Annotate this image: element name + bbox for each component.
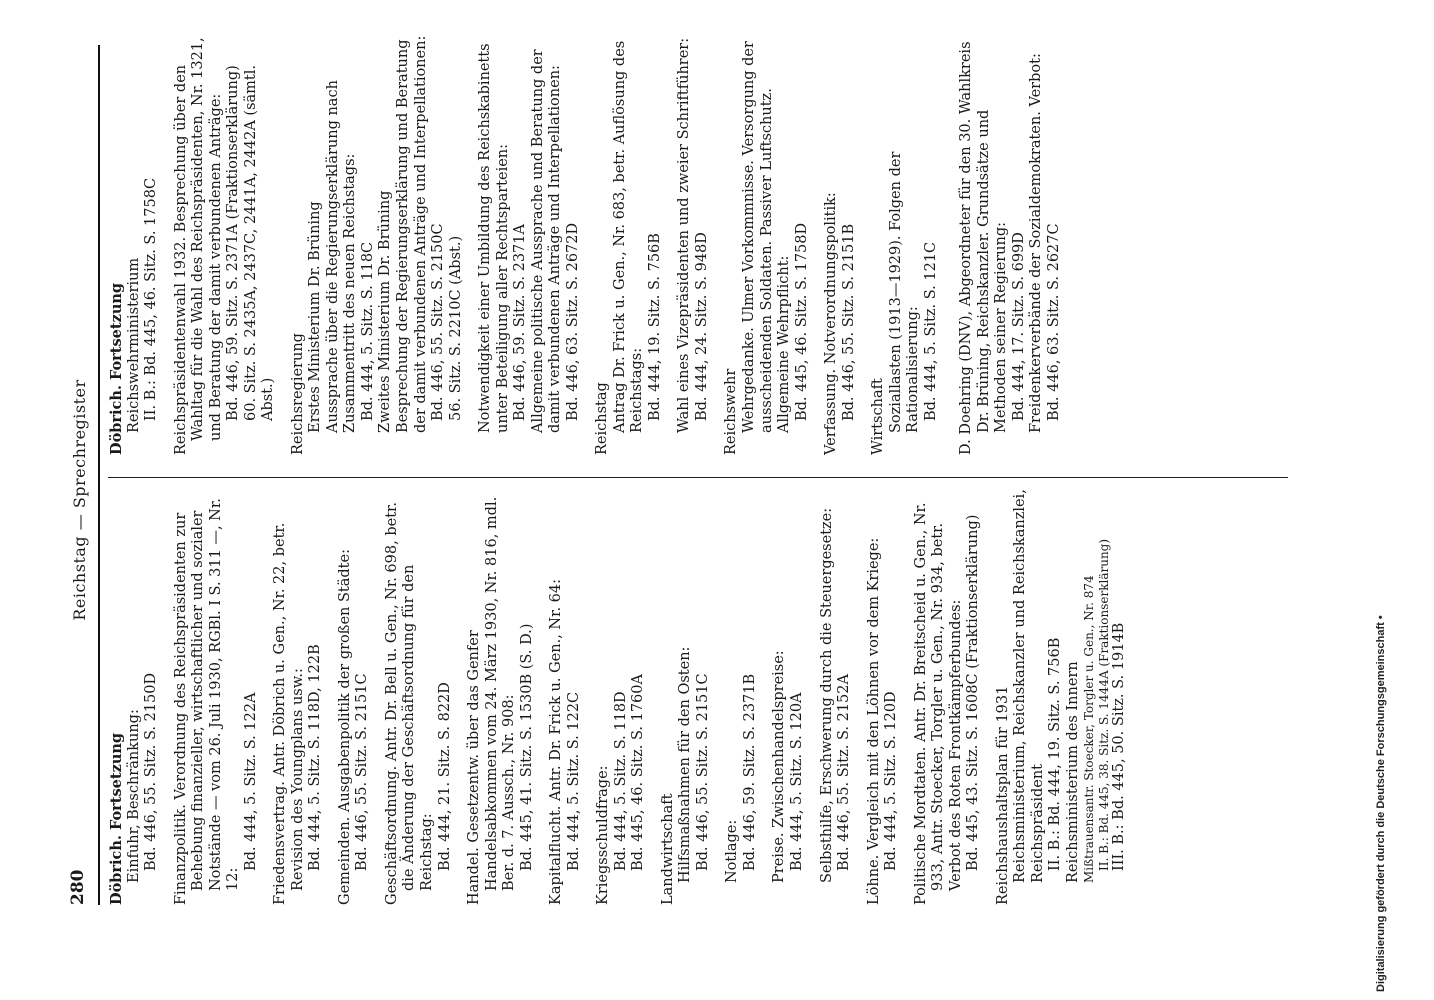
index-line: Handel. Gesetzentw. über das Genfer Handelsabkommen vom 24. März 1930, Nr. 816, mdl. Ber. d. 7. Aussch., Nr. 908: [466,496,518,905]
index-line: 60. Sitz. S. 2435A, 2437C, 2441A, 2442A (sämtl. Abst.) [242,65,277,421]
index-line: Selbsthilfe, Erschwerung durch die Steuergesetze: [818,507,835,883]
index-line: Bd. 446, 55. Sitz. S. 2151C [354,673,371,871]
index-line: Wirtschaft [870,378,887,455]
index-line: Einfuhr, Beschränkung: [125,709,142,883]
page-number: 280 [68,869,88,905]
index-line: Gemeinden. Ausgabenpolitik der großen Städte: [336,549,353,905]
index-line: Politische Mordtaten. Antr. Dr. Breitscheid u. Gen., Nr. 933, Antr. Stoecker, Torgler u. Gen., Nr. 934, betr. Verbot des Roten Frontkämpferbundes: [912,502,964,905]
index-line: Bd. 444, 19. Sitz. S. 756B [646,233,663,421]
index-line: Bd. 444, 5. Sitz. S. 121C [922,241,939,421]
index-line: Antrag Dr. Frick u. Gen., Nr. 683, betr. Auflösung des Reichstags: [611,40,646,433]
index-line: Geschäftsordnung. Antr. Dr. Bell u. Gen., Nr. 698, betr. die Änderung der Geschäftsordnung für den Reichstag: [383,502,435,905]
index-line: Bd. 446, 59. Sitz. S. 2371A [512,224,529,421]
index-line: Bd. 444, 5. Sitz. S. 120D [883,691,900,871]
index-line: Bd. 444, 5. Sitz. S. 122A [242,692,259,871]
index-line: Soziallasten (1913—1929). Folgen der Rationalisierung: [887,151,922,433]
index-line: Dr. Brüning, Reichskanzler. Grundsätze und Methoden seiner Regierung: [975,109,1010,433]
index-line: II. B.: Bd. 445, 46. Sitz. S. 1758C [143,177,160,421]
index-line: Bd. 444, 21. Sitz. S. 822D [436,682,453,871]
index-line: Zweites Ministerium Dr. Brüning [377,190,394,433]
index-line: Mißtrauensantr. Stoecker, Torgler u. Gen., Nr. 874 [1082,575,1097,883]
index-line: Bd. 444, 5. Sitz. S. 120A [789,692,805,871]
index-line: Reichsministerium des Innern [1064,661,1081,883]
index-line: Friedensvertrag. Antr. Döbrich u. Gen., Nr. 22, betr. Revision des Youngplans usw.: [272,522,306,905]
index-line: Hilfsmaßnahmen für den Osten: [677,646,694,883]
index-line: Bd. 446, 55. Sitz. S. 2152A [836,674,853,871]
index-line: Aussprache über die Regierungserklärung nach Zusammentritt des neuen Reichstags: [324,80,359,433]
index-line: Bd. 444, 5. Sitz. S. 118C [359,241,376,421]
index-line: Bd. 446, 63. Sitz. S. 2672D [564,222,581,421]
index-line: D. Doehring (DNV), Abgeordneter für den 30. Wahlkreis [958,41,975,455]
index-line: Wahl eines Vizepräsidenten und zweier Schriftführer: [676,37,693,433]
index-line: Reichswehr [723,368,740,455]
index-line: Bd. 446, 55. Sitz. S. 2151B [840,223,857,421]
header-rule [98,45,100,905]
index-line: Freidenkerverbände der Sozialdemokraten. Verbot: [1028,53,1045,433]
index-line: Bd. 445, 46. Sitz. S. 1758D [793,222,810,421]
index-line: II. B.: Bd. 445, 38. Sitz. S. 1444A (Fraktionserklärung) [1096,538,1111,871]
index-line: Bd. 445, 43. Sitz. S. 1608C (Fraktionserklärung) [965,514,982,871]
index-line: Döbrich. Fortsetzung [108,732,125,905]
index-line: Bd. 444, 24. Sitz. S. 948D [693,232,710,421]
index-line: 56. Sitz. S. 2210C (Abst.) [447,235,464,421]
index-line: Kapitalflucht. Antr. Dr. Frick u. Gen., Nr. 64: [548,578,565,905]
index-line: Bd. 446, 59. Sitz. S. 2371B [741,673,758,871]
index-line: Bd. 444, 17. Sitz. S. 699D [1010,232,1027,421]
index-line: Allgemeine politische Aussprache und Beratung der damit verbundenen Anträge und Interpellationen: [529,49,564,433]
index-line: Preise. Zwischenhandelspreise: [771,650,788,883]
right-column [108,35,1064,455]
index-line: Reichshaushaltsplan für 1931 [994,685,1011,905]
index-line: Reichstag [594,382,611,455]
left-column [108,485,1129,905]
index-line: III. B.: Bd. 445, 50. Sitz. S. 1914B [1111,622,1128,871]
index-line: Bd. 446, 55. Sitz. S. 2151C [694,673,711,871]
index-line: Erstes Ministerium Dr. Brüning [307,201,324,433]
index-line: Bd. 444, 5. Sitz. S. 118D, 122B [307,644,324,871]
digitization-note: Digitalisierung gefördert durch die Deutsche Forschungsgemeinschaft • [1375,615,1387,992]
index-line: Reichspräsidentenwahl 1932. Besprechung über den Wahltag für die Wahl des Reichspräsidenten, Nr. 1321, und Beratung der damit verbundenen Anträge: [172,37,224,455]
index-line: Reichswehrministerium [125,257,142,433]
index-line: Döbrich. Fortsetzung [108,282,125,455]
index-line: II. B.: Bd. 444, 19. Sitz. S. 756B [1047,637,1064,871]
index-line: Notwendigkeit einer Umbildung des Reichskabinetts unter Beteiligung aller Rechtsparteien: [477,43,511,433]
index-line: Bd. 446, 59. Sitz. S. 2371A (Fraktionserklärung) [225,65,242,421]
index-line: Notlage: [724,819,741,883]
index-line: Bd. 446, 55. Sitz. S. 2150C [430,223,447,421]
page-header [68,95,98,905]
index-line: Bd. 446, 55. Sitz. S. 2150D [143,672,160,871]
index-line: Bd. 444, 5. Sitz. S. 118D [612,691,629,871]
index-line: Bd. 444, 5. Sitz. S. 122C [565,691,582,871]
index-line: Wehrgedanke. Ulmer Vorkommnisse. Versorgung der ausscheidenden Soldaten. Passiver Luftschutz. Allgemeine Wehrpflicht: [741,41,793,433]
index-line: Reichsregierung [289,333,306,455]
index-line: Landwirtschaft [659,793,676,905]
running-title: Reichstag — Sprechregister [70,379,89,621]
column-divider [108,477,1288,478]
index-line: Bd. 446, 63. Sitz. S. 2627C [1045,223,1062,421]
index-line: Löhne. Vergleich mit den Löhnen vor dem Kriege: [865,537,882,905]
index-line: Bd. 445, 41. Sitz. S. 1530B (S. D.) [518,623,535,871]
index-line: Verfassung. Notverordnungspolitik: [823,192,840,455]
index-line: Reichsministerium, Reichskanzler und Reichskanzlei, Reichspräsident [1012,489,1046,883]
index-line: Finanzpolitik. Verordnung des Reichspräsidenten zur Behebung finanzieller, wirtschaftlicher und sozialer Notstände — vom 26. Juli 1930, RGBl. I S. 311 —, Nr. 12: [172,498,242,905]
index-line: Bd. 445, 46. Sitz. S. 1760A [630,674,647,871]
index-line: Kriegsschuldfrage: [595,765,612,905]
index-line: Besprechung der Regierungserklärung und Beratung der damit verbundenen Anträge und Interpellationen: [394,35,429,433]
